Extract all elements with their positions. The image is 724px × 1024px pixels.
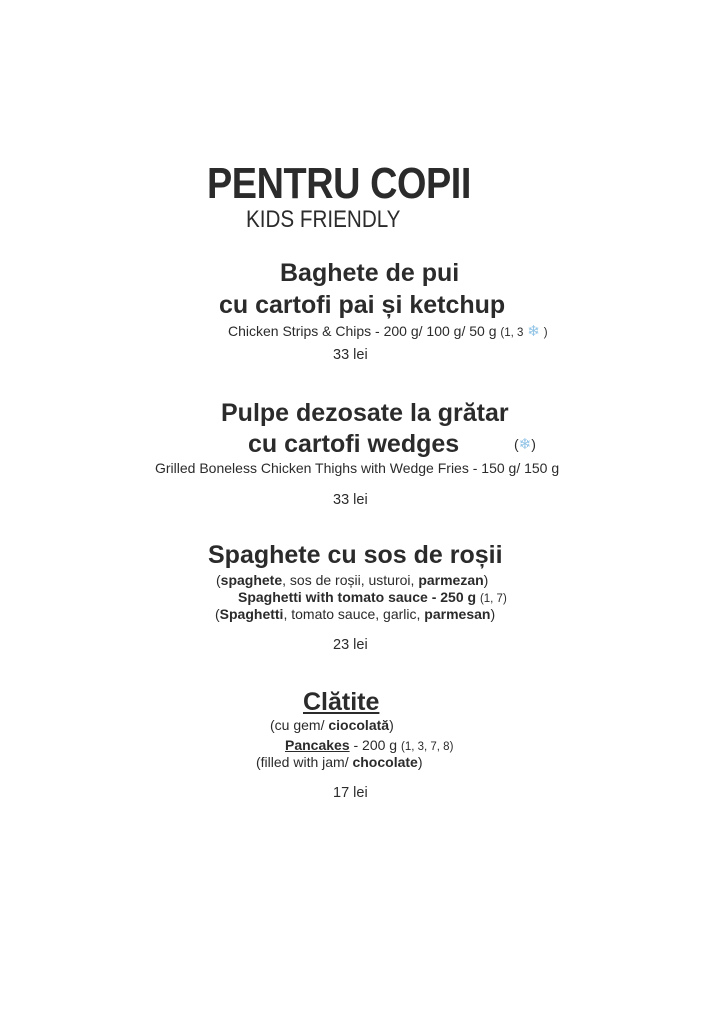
allergens-label: (1, 3: [500, 327, 524, 339]
dish-description-ro: [216, 572, 488, 589]
dish-name-line1: Spaghete cu sos de roșii: [208, 541, 503, 569]
paren-close: ): [483, 572, 489, 588]
ingredient-bold: parmesan: [424, 606, 491, 622]
dish-description-en: [256, 754, 423, 771]
dish-description-en: [215, 606, 495, 623]
dish-price: 33 lei: [333, 347, 368, 363]
ingredient-bold: spaghete: [220, 572, 283, 588]
ingredient-bold: ciocolată: [328, 717, 390, 733]
ingredient-bold: chocolate: [352, 754, 418, 770]
dish-description: [228, 323, 548, 342]
english-name: Spaghetti with tomato sauce - 250 g: [238, 589, 477, 605]
dish-name-line1: [303, 687, 379, 717]
allergens-close: ): [543, 327, 548, 339]
dish-name-text: cu cartofi wedges: [248, 430, 460, 458]
paren-close: ): [417, 754, 423, 770]
dish-name-line1: Pulpe dezosate la grătar: [221, 399, 509, 427]
english-name: Pancakes: [285, 737, 350, 753]
dish-price: 33 lei: [333, 492, 368, 508]
ingredient-bold: parmezan: [418, 572, 484, 588]
allergens-close: ): [531, 436, 536, 452]
dish-name-line1: Baghete de pui: [280, 259, 460, 287]
ingredients-text: (cu gem/: [270, 717, 329, 733]
dish-name-line2: cu cartofi pai și ketchup: [219, 291, 506, 319]
ingredients-text: , tomato sauce, garlic,: [283, 606, 425, 622]
page-title: PENTRU COPII: [207, 159, 471, 208]
snowflake-icon: ❄: [527, 323, 540, 340]
paren-close: ): [389, 717, 394, 733]
paren-open: (: [215, 606, 220, 622]
dish-description-ro: [270, 717, 394, 734]
dish-description-text: Chicken Strips & Chips - 200 g/ 100 g/ 50 g: [228, 323, 497, 339]
ingredients-text: (filled with jam/: [256, 754, 353, 770]
paren-open: (: [216, 572, 221, 588]
dish-price: 23 lei: [333, 637, 368, 653]
snowflake-icon: ❄: [518, 436, 532, 453]
paren-close: ): [490, 606, 496, 622]
dish-description: Grilled Boneless Chicken Thighs with Wedge Fries - 150 g/ 150 g: [155, 460, 560, 476]
allergens-label: (1, 3, 7, 8): [400, 741, 454, 753]
allergens-label: [514, 436, 536, 453]
ingredient-bold: Spaghetti: [219, 606, 284, 622]
allergens-open: (: [514, 436, 519, 452]
allergens-label: (1, 7): [479, 593, 507, 605]
weight-text: - 200 g: [349, 737, 398, 753]
dish-name-text: Clătite: [303, 688, 380, 716]
dish-name-line2: [248, 429, 459, 459]
ingredients-text: , sos de roșii, usturoi,: [282, 572, 419, 588]
dish-price: 17 lei: [333, 785, 368, 801]
page-subtitle: KIDS FRIENDLY: [246, 206, 401, 233]
